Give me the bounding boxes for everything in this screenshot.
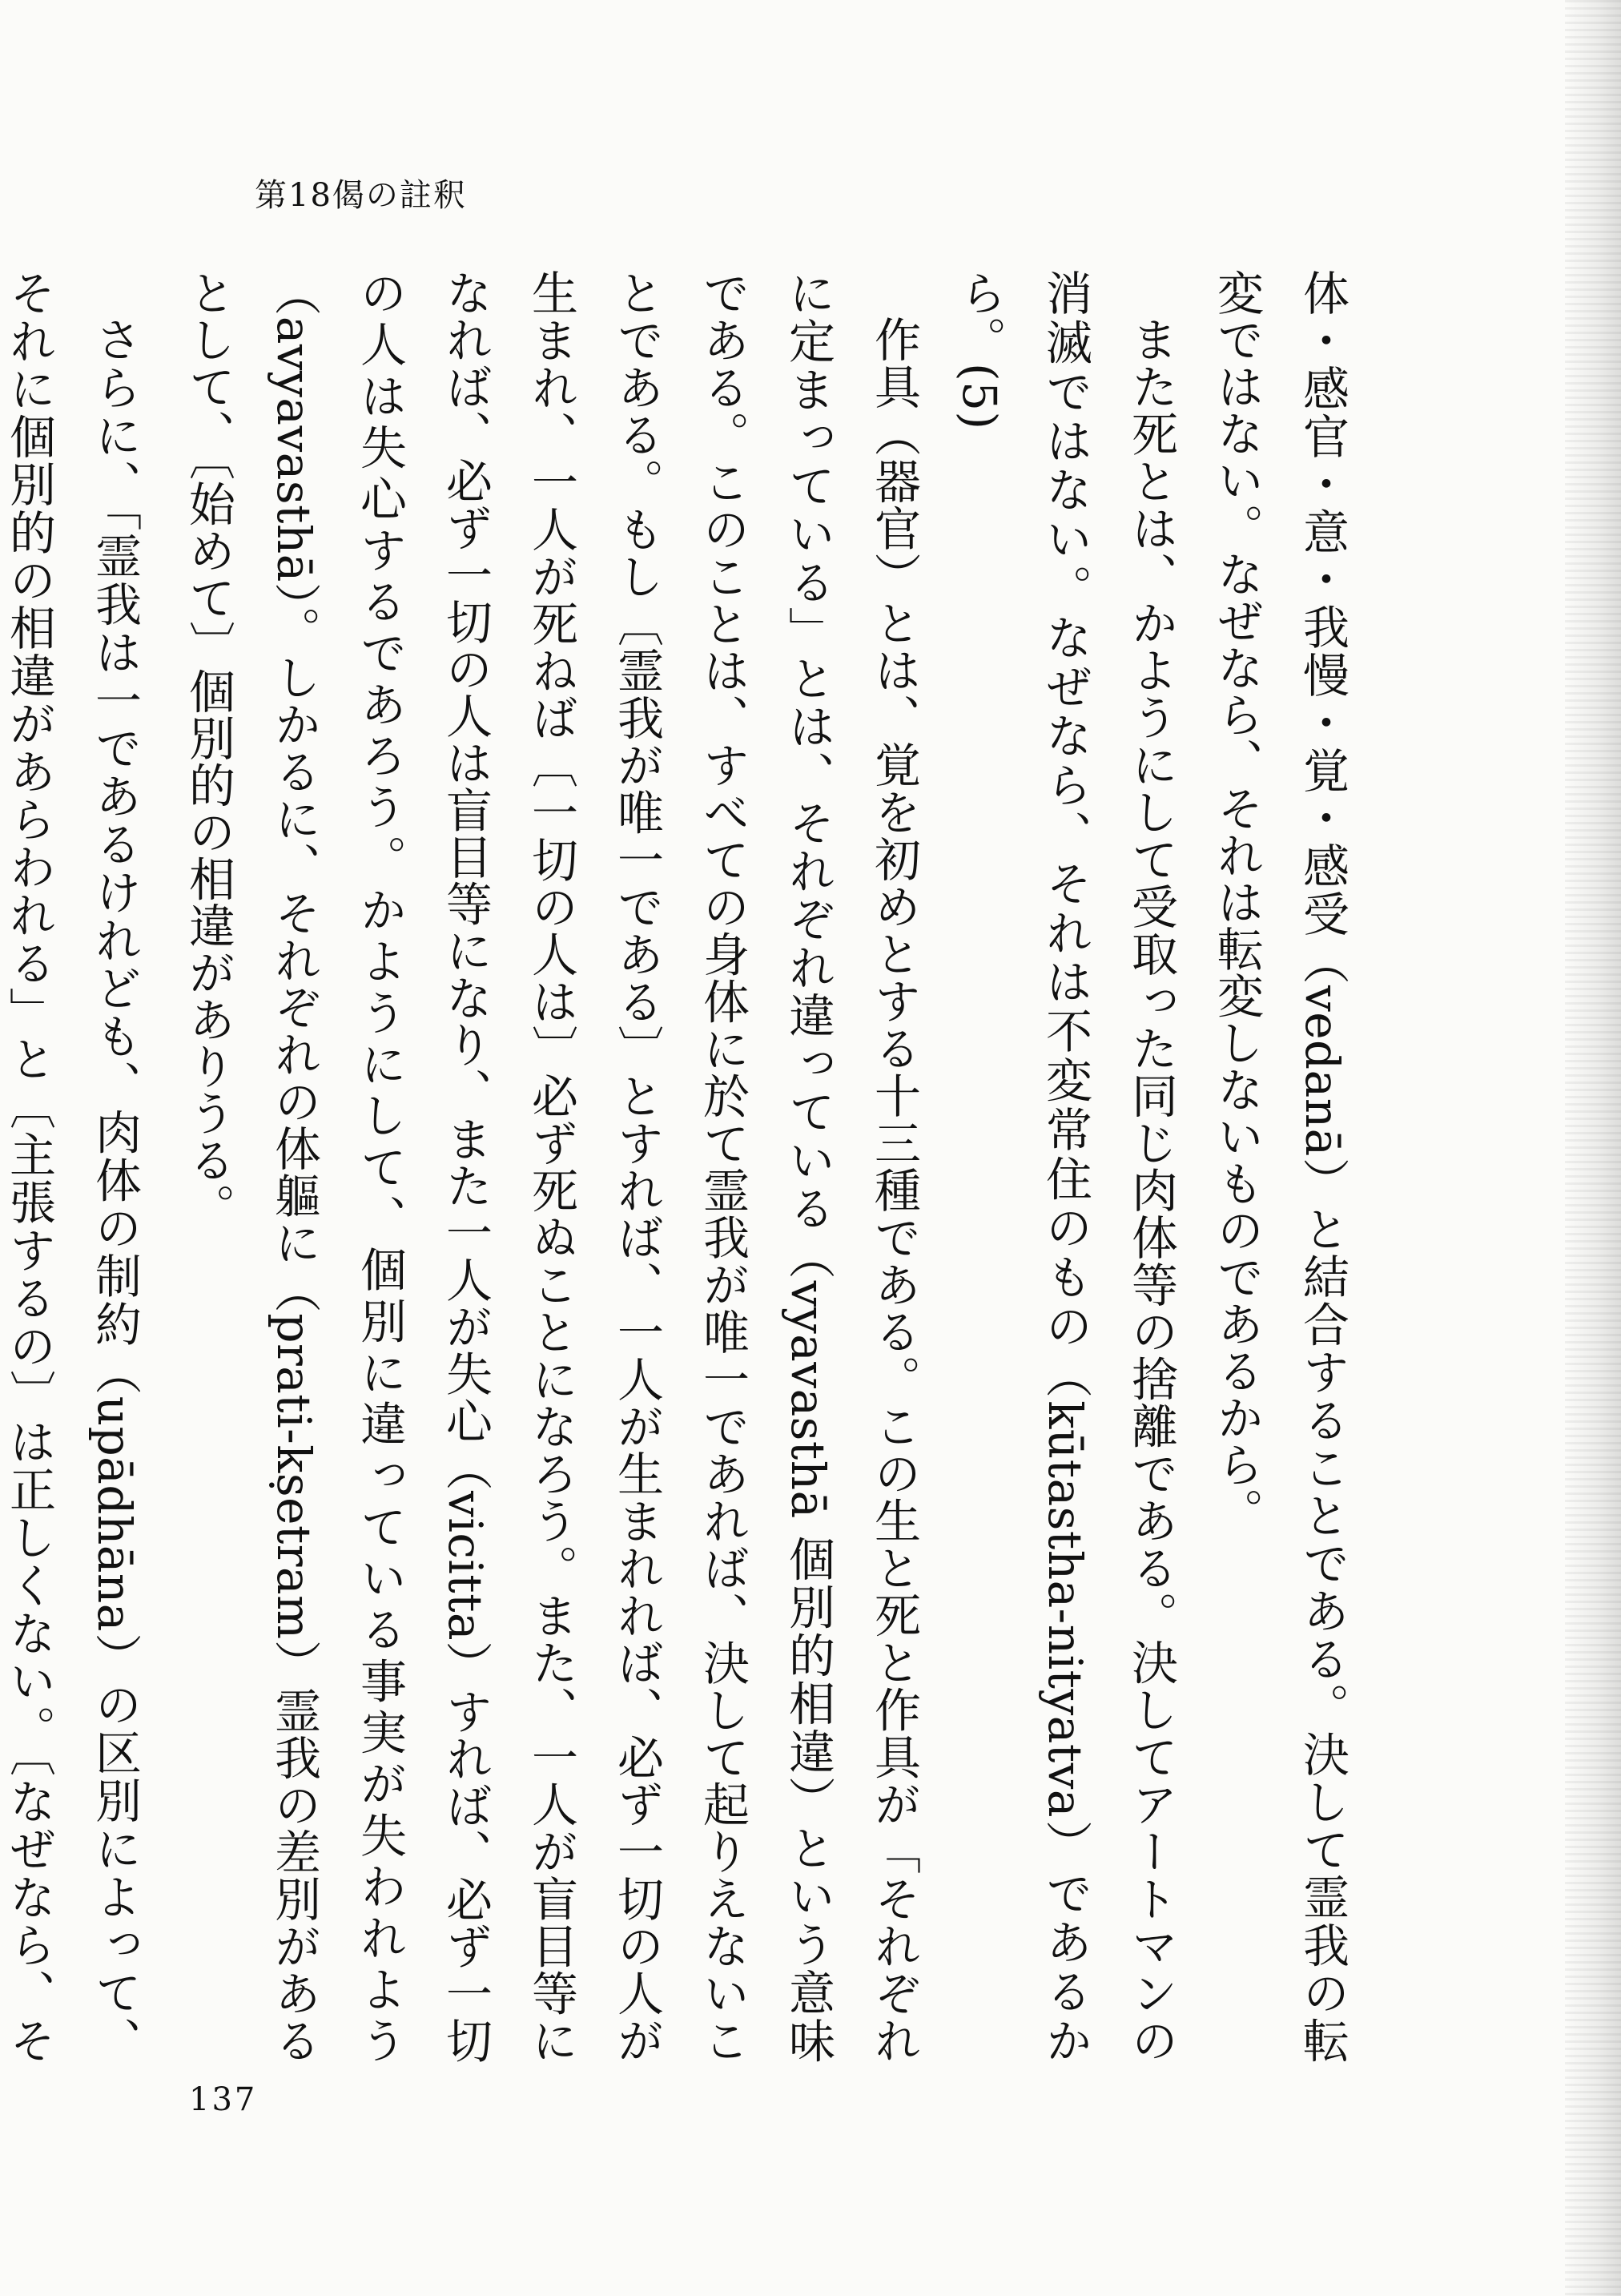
body-text <box>0 269 1365 2064</box>
paragraph-4: さらに、「霊我は一であるけれども、肉体の制約（upādhāna）の区別によって、それに個別的の相違があらわれる」と〔主張するの〕は正しくない。〔なぜなら、そ <box>2 269 142 2064</box>
paragraph-3: 作具（器官）とは、覚を初めとする十三種である。この生と死と作具が「それぞれに定まっている」とは、それぞれ違っている（vyavasthā 個別的相違）という意味である。このことは、すべての身体に於て霊我が唯一であれば、決して起りえないことである。もし〔霊我が唯一である〕とすれば、一人が生まれれば、必ず一切の人が生まれ、一人が死ねば〔一切の人は〕必ず死ぬことになろう。また、一人が盲目等になれば、必ず一切の人は盲目等になり、また一人が失心（vicitta）すれば、必ず一切の人は失心するであろう。かようにして、個別に違っている事実が失われよう（avyavasthā）。しかるに、それぞれの体軀に（prati-kṣetram）霊我の差別があるとして、〔始めて〕個別的の相違がありうる。 <box>181 269 921 2064</box>
scan-gutter-edge <box>1565 0 1621 2296</box>
page-number: 137 <box>189 2081 258 2118</box>
paragraph-1: 体・感官・意・我慢・覚・感受（vedanā）と結合することである。決して霊我の転変ではない。なぜなら、それは転変しないものであるから。 <box>1209 269 1349 2064</box>
running-head: 第18偈の註釈 <box>255 177 467 214</box>
paragraph-2: また死とは、かようにして受取った同じ肉体等の捨離である。決してアートマンの消滅ではない。なぜなら、それは不変常住のもの（kūtastha-nityatva）であるから。(5) <box>952 269 1178 2064</box>
